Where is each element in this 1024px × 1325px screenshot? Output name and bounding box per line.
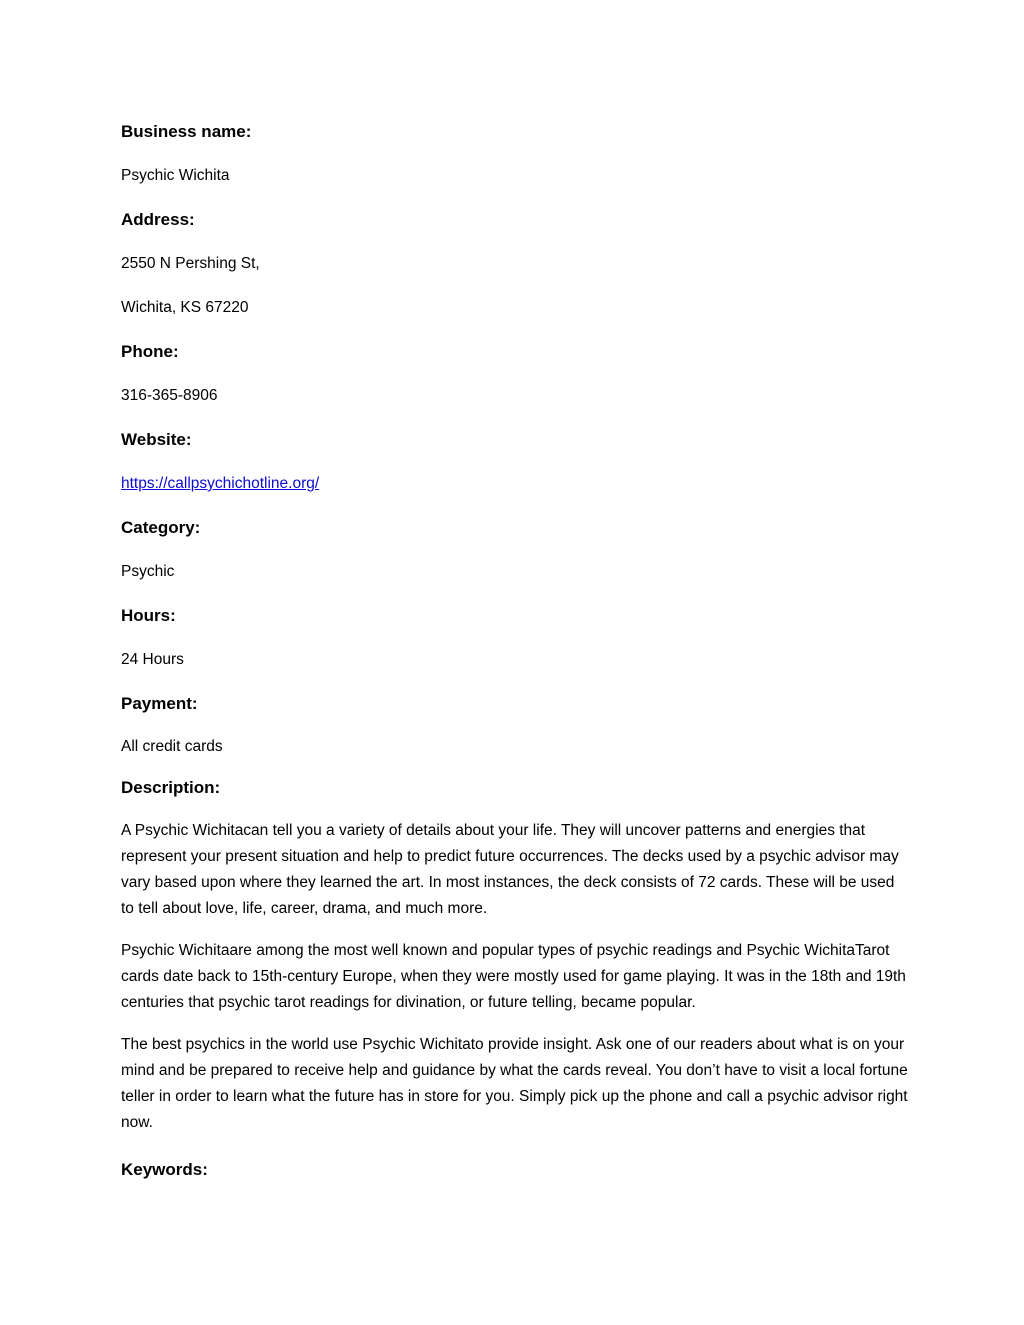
phone-value: 316-365-8906 bbox=[121, 387, 218, 404]
address-line-1: 2550 N Pershing St, bbox=[121, 255, 260, 272]
description-paragraph-1: A Psychic Wichitacan tell you a variety of details about your life. They will uncover patterns and energies that represent your present situation and help to predict future occurrences. The decks used by a psychic advisor may vary based upon where they learned the art. In most instances, the deck consists of 72 cards. These will be used to tell about love, life, career, drama, and much more. bbox=[121, 822, 899, 917]
business-name-value: Psychic Wichita bbox=[121, 167, 230, 184]
keywords-heading: Keywords: bbox=[121, 1160, 208, 1179]
business-name-heading: Business name: bbox=[121, 122, 252, 141]
payment-value: All credit cards bbox=[121, 738, 223, 755]
category-value: Psychic bbox=[121, 563, 175, 580]
hours-value: 24 Hours bbox=[121, 651, 184, 668]
website-row bbox=[121, 470, 911, 498]
category-heading: Category: bbox=[121, 518, 201, 537]
website-heading: Website: bbox=[121, 430, 192, 449]
document-page bbox=[121, 118, 911, 1200]
website-link[interactable]: https://callpsychichotline.org/ bbox=[121, 475, 320, 492]
phone-heading: Phone: bbox=[121, 342, 179, 361]
payment-heading: Payment: bbox=[121, 694, 198, 713]
hours-heading: Hours: bbox=[121, 606, 176, 625]
description-heading: Description: bbox=[121, 778, 221, 797]
address-heading: Address: bbox=[121, 210, 195, 229]
description-paragraph-3: The best psychics in the world use Psychic Wichitato provide insight. Ask one of our readers about what is on your mind and be prepared to receive help and guidance by what the cards reveal. You don’t have to visit a local fortune teller in order to learn what the future has in store for you. Simply pick up the phone and call a psychic advisor right now. bbox=[121, 1036, 908, 1131]
address-line-2: Wichita, KS 67220 bbox=[121, 299, 249, 316]
description-paragraph-2: Psychic Wichitaare among the most well known and popular types of psychic readings and Psychic WichitaTarot cards date back to 15th-century Europe, when they were mostly used for game playing. It was in the 18th and 19th centuries that psychic tarot readings for divination, or future telling, became popular. bbox=[121, 942, 906, 1011]
